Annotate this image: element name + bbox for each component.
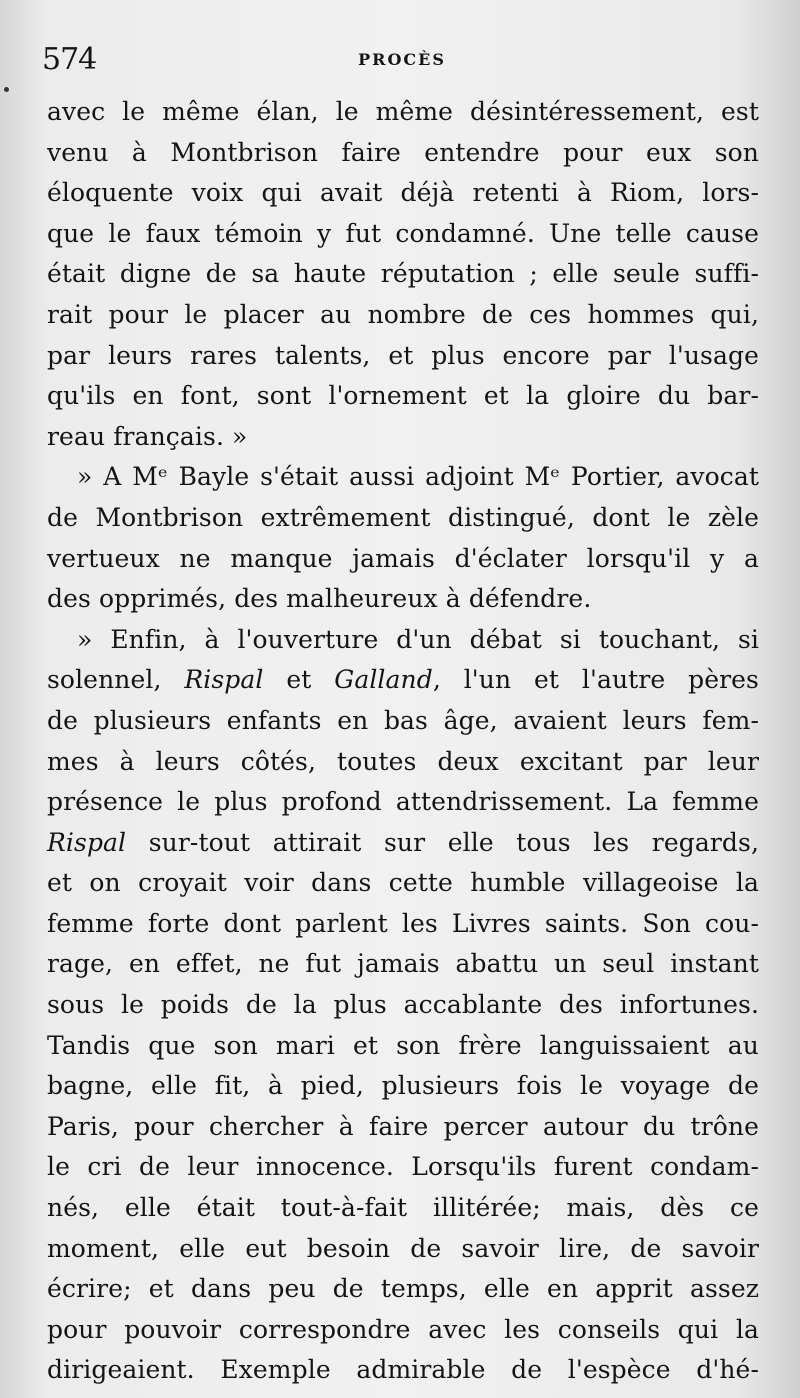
text-line: rage, en effet, ne fut jamais abattu un seul instant [47, 949, 759, 979]
text-line [47, 823, 759, 864]
text-line: des opprimés, des malheureux à défendre. [47, 584, 592, 614]
text-line: Paris, pour chercher à faire percer autour du trône [47, 1111, 759, 1141]
text-line: était digne de sa haute réputation ; elle seule suffi- [47, 259, 759, 289]
name-galland: Galland [334, 665, 433, 695]
text-line: » A Mᵉ Bayle s'était aussi adjoint Mᵉ Portier, avocat [77, 462, 759, 492]
ink-speck [4, 87, 9, 92]
text-line: écrire; et dans peu de temps, elle en apprit assez [47, 1274, 759, 1304]
text-line: rait pour le placer au nombre de ces hommes qui, [47, 299, 759, 329]
page-header [42, 44, 762, 76]
text-line: femme forte dont parlent les Livres saints. Son cou- [47, 908, 759, 938]
text-line: nés, elle était tout-à-fait illitérée; mais, dès ce [47, 1193, 759, 1223]
text-line: qu'ils en font, sont l'ornement et la gloire du bar- [47, 381, 759, 411]
name-rispal: Rispal [184, 665, 264, 695]
text-line: moment, elle eut besoin de savoir lire, de savoir [47, 1233, 759, 1263]
text-span: et [263, 665, 335, 695]
text-line: sous le poids de la plus accablante des infortunes. [47, 990, 759, 1020]
text-line: par leurs rares talents, et plus encore par l'usage [47, 340, 759, 370]
page-number: 574 [42, 42, 97, 77]
text-line: » Enfin, à l'ouverture d'un débat si touchant, si [77, 624, 759, 654]
text-line: vertueux ne manque jamais d'éclater lorsqu'il y a [47, 543, 759, 573]
body-text [47, 92, 759, 1391]
text-line: et on croyait voir dans cette humble villageoise la [47, 868, 759, 898]
text-span: solennel, [47, 665, 185, 695]
text-line: de plusieurs enfants en bas âge, avaient leurs fem- [47, 705, 759, 735]
running-head: PROCÈS [358, 50, 446, 69]
text-line: que le faux témoin y fut condamné. Une telle cause [47, 218, 759, 248]
text-line: éloquente voix qui avait déjà retenti à Riom, lors- [47, 178, 759, 208]
name-rispal: Rispal [47, 827, 127, 857]
text-line: mes à leurs côtés, toutes deux excitant par leur [47, 746, 759, 776]
text-line: le cri de leur innocence. Lorsqu'ils furent condam- [47, 1152, 759, 1182]
text-line: dirigeaient. Exemple admirable de l'espèce d'hé- [47, 1355, 759, 1385]
text-span: sur-tout attirait sur elle tous les regards, [126, 827, 759, 857]
text-span: , l'un et l'autre pères [432, 665, 759, 695]
text-line: venu à Montbrison faire entendre pour eux son [47, 137, 759, 167]
text-line: de Montbrison extrêmement distingué, dont le zèle [47, 502, 759, 532]
text-line: bagne, elle fit, à pied, plusieurs fois le voyage de [47, 1071, 759, 1101]
text-line: Tandis que son mari et son frère languissaient au [47, 1030, 759, 1060]
text-line: avec le même élan, le même désintéressement, est [47, 97, 759, 126]
text-line [47, 660, 759, 701]
text-line: présence le plus profond attendrissement. La femme [47, 787, 759, 817]
text-line: reau français. » [47, 421, 248, 451]
text-line: pour pouvoir correspondre avec les conseils qui la [47, 1314, 759, 1344]
